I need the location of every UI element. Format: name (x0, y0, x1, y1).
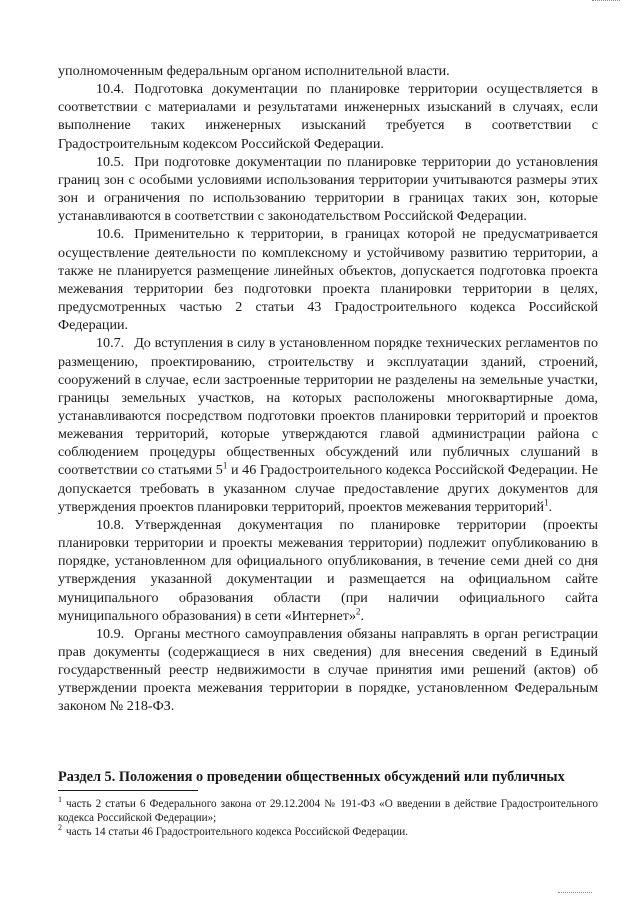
footnote-mark: 2 (58, 823, 62, 833)
paragraph-text: До вступления в силу в установленном порядке технических регламентов по размещению, проектированию, строительству и эксплуатации зданий, строений, сооружений в случае, если застроенные территории не разделены на земельные участки, границы земельных участков, на которых расположены многоквартирные дома, устанавливаются посредством подготовки проектов планировки территорий и проектов межевания территорий, которые утверждаются главой администрации района с соблюдением процедуры общественных обсуждений или публичных слушаний в соответствии со статьями 5 (58, 335, 598, 479)
paragraph-number: 10.5. (96, 153, 125, 170)
paragraph-number: 10.4. (96, 81, 125, 98)
paragraph-text: Утвержденная документация по планировке территории (проекты планировки территории и проекты межевания территории) подлежит опубликованию в порядке, установленном для официального опубликования, в течение семи дней со дня утверждения указанной документации и размещается на официальном сайте муниципального образования области (при наличии официального сайта муниципального образования) в сети «Интернет» (58, 516, 598, 624)
footnote-text: часть 2 статьи 6 Федерального закона от 29.12.2004 № 191-ФЗ «О введении в действие Градостроительного кодекса Российской Федерации»; (58, 798, 598, 824)
lead-line: уполномоченным федеральным органом исполнительной власти. (58, 63, 450, 79)
article-superscript: 1 (222, 460, 228, 471)
paragraph-10-7 (58, 334, 598, 516)
paragraph-number: 10.8. (96, 516, 125, 533)
paragraph-number: 10.7. (96, 335, 125, 352)
paragraph-10-9 (58, 625, 598, 716)
paragraph-10-8 (58, 516, 598, 625)
paragraph-10-4 (58, 80, 598, 153)
scan-artifact-bottom (558, 892, 592, 895)
footnote-text: часть 14 статьи 46 Градостроительного кодекса Российской Федерации. (66, 826, 409, 838)
paragraph-number: 10.9. (96, 625, 125, 642)
footnote-separator (58, 790, 198, 791)
paragraph-text-end: . (360, 607, 365, 624)
footnotes (58, 797, 598, 839)
document-body (58, 62, 598, 716)
paragraph-number: 10.6. (96, 226, 125, 243)
paragraph-10-5 (58, 153, 598, 226)
footnote-ref-1: 1 (544, 497, 549, 508)
footnote-1 (58, 797, 598, 825)
paragraph-text: При подготовке документации по планировке территории до установления границ зон с особыми условиями использования территории учитываются размеры этих зон и ограничения по использованию территории в границах таких зон, которые устанавливаются в соответствии с законодательством Российской Федерации. (58, 153, 598, 225)
paragraph-text: Подготовка документации по планировке территории осуществляется в соответствии с материалами и результатами инженерных изысканий в случаях, если выполнение таких инженерных изысканий требуется в соответствии с Градостроительным кодексом Российской Федерации. (58, 81, 598, 152)
footnote-mark: 1 (58, 795, 62, 805)
footnote-ref-2: 2 (356, 606, 361, 616)
footnote-2 (58, 825, 598, 839)
paragraph-10-6 (58, 225, 598, 334)
paragraph-text: Органы местного самоуправления обязаны направлять в орган регистрации прав документы (содержащиеся в них сведения) для внесения сведений в Единый государственный реестр недвижимости в случае принятия ими решений (актов) об утверждении проекта межевания территории в порядке, установленном Федеральным законом № 218-ФЗ. (58, 625, 598, 715)
paragraph-text: Применительно к территории, в границах которой не предусматривается осуществление деятельности по комплексному и устойчивому развитию территории, а также не планируется размещение линейных объектов, допускается подготовка проекта межевания территории без подготовки проекта планировки территории в целях, предусмотренных частью 2 статьи 43 Градостроительного кодекса Российской Федерации. (58, 226, 598, 334)
section-heading: Раздел 5. Положения о проведении общественных обсуждений или публичных (58, 769, 565, 785)
paragraph-text-end: . (548, 498, 553, 515)
scan-artifact-top (592, 0, 620, 4)
paragraph-text-continued: и 46 Градостроительного кодекса Российской Федерации. Не допускается требовать в указанном случае предоставление других документов для утверждения проектов планировки территорий, проектов межевания территорий (58, 462, 598, 515)
